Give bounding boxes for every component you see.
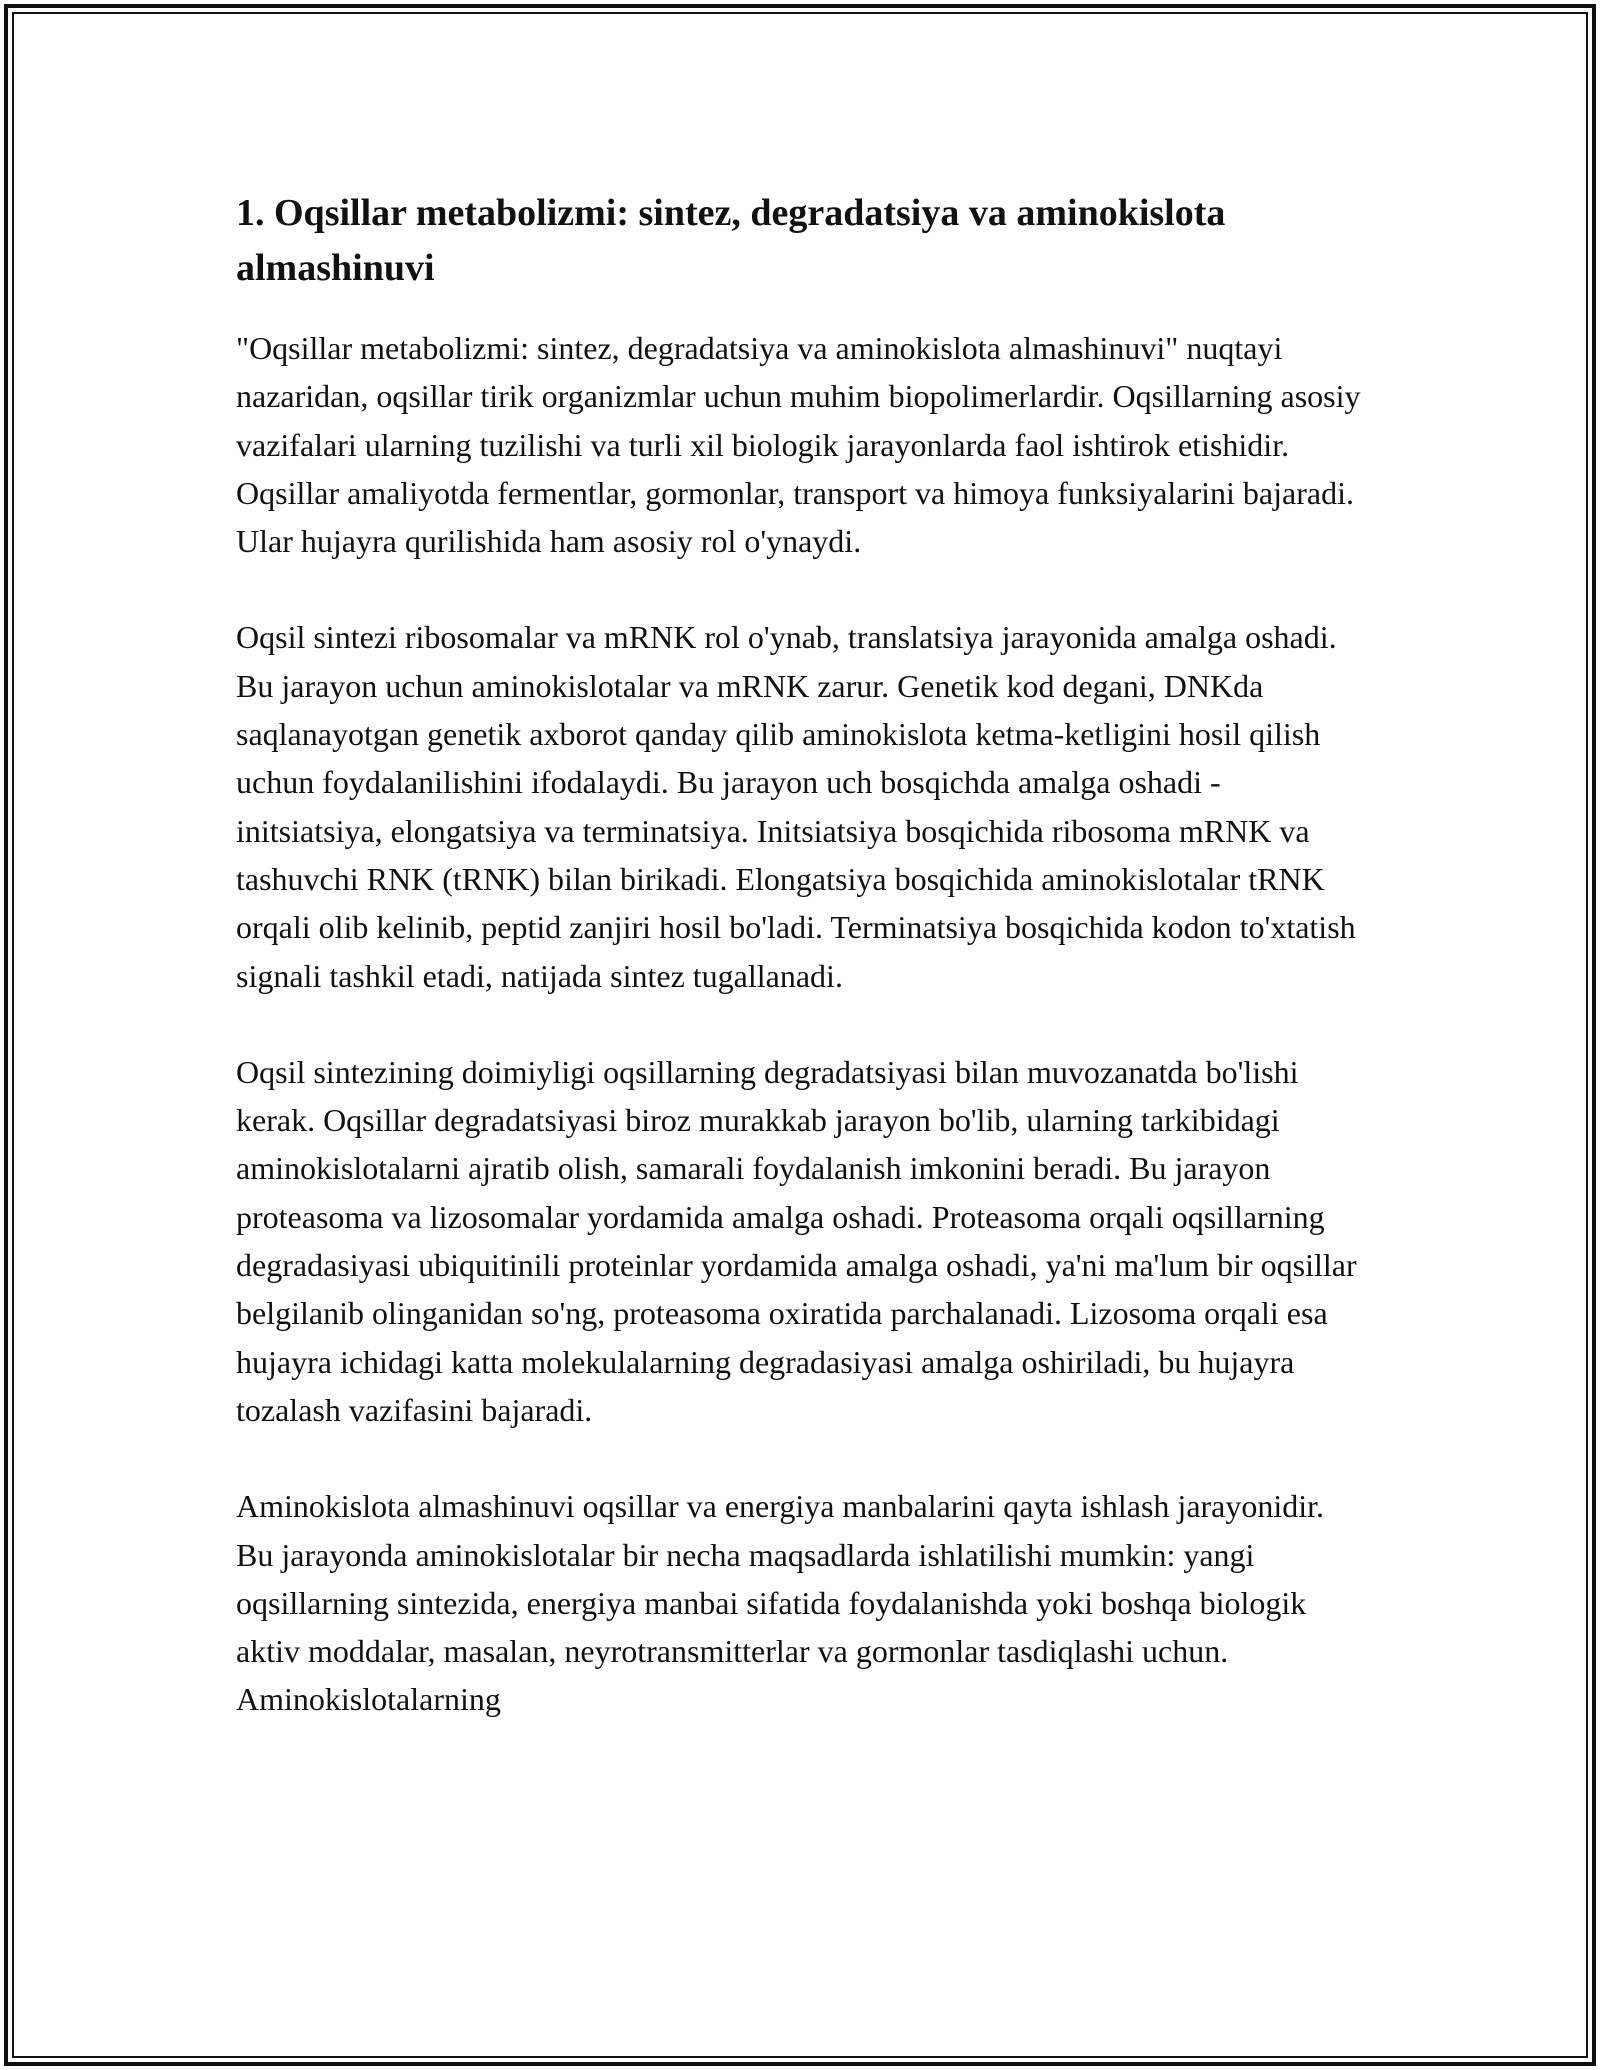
paragraph-intro: "Oqsillar metabolizmi: sintez, degradatsiya va aminokislota almashinuvi" nuqtayi nazaridan, oqsillar tirik organizmlar uchun muhim biopolimerlardir. Oqsillarning asosiy vazifalari ularning tuzilishi va turli xil biologik jarayonlarda faol ishtirok etishidir. Oqsillar amaliyotda fermentlar, gormonlar, transport va himoya funksiyalarini bajaradi. Ular hujayra qurilishida ham asosiy rol o'ynaydi. — [236, 330, 1361, 560]
document-body — [236, 186, 1366, 1772]
paragraph-protein-synthesis: Oqsil sintezi ribosomalar va mRNK rol o'ynab, translatsiya jarayonida amalga oshadi. Bu jarayon uchun aminokislotalar va mRNK zarur. Genetik kod degani, DNKda saqlanayotgan genetik axborot qanday qilib aminokislota ketma-ketligini hosil qilish uchun foydalanilishini ifodalaydi. Bu jarayon uch bosqichda amalga oshadi - initsiatsiya, elongatsiya va terminatsiya. Initsiatsiya bosqichida ribosoma mRNK va tashuvchi RNK (tRNK) bilan birikadi. Elongatsiya bosqichida aminokislotalar tRNK orqali olib kelinib, peptid zanjiri hosil bo'ladi. Terminatsiya bosqichida kodon to'xtatish signali tashkil etadi, natijada sintez tugallanadi. — [236, 619, 1356, 994]
paragraph-protein-degradation: Oqsil sintezining doimiyligi oqsillarning degradatsiyasi bilan muvozanatda bo'lishi kerak. Oqsillar degradatsiyasi biroz murakkab jarayon bo'lib, ularning tarkibidagi aminokislotalarni ajratib olish, samarali foydalanish imkonini beradi. Bu jarayon proteasoma va lizosomalar yordamida amalga oshadi. Proteasoma orqali oqsillarning degradasiyasi ubiquitinili proteinlar yordamida amalga oshadi, ya'ni ma'lum bir oqsillar belgilanib olinganidan so'ng, proteasoma oxiratida parchalanadi. Lizosoma orqali esa hujayra ichidagi katta molekulalarning degradasiyasi amalga oshiriladi, bu hujayra tozalash vazifasini bajaradi. — [236, 1053, 1357, 1428]
paragraph-amino-acid-exchange: Aminokislota almashinuvi oqsillar va energiya manbalarini qayta ishlash jarayonidir. Bu jarayonda aminokislotalar bir necha maqsadlarda ishlatilishi mumkin: yangi oqsillarning sintezida, energiya manbai sifatida foydalanishda yoki boshqa biologik aktiv moddalar, masalan, neyrotransmitterlar va gormonlar tasdiqlashi uchun. Aminokislotalarning — [236, 1488, 1325, 1718]
section-heading: 1. Oqsillar metabolizmi: sintez, degradatsiya va aminokislota almashinuvi — [236, 192, 1226, 289]
